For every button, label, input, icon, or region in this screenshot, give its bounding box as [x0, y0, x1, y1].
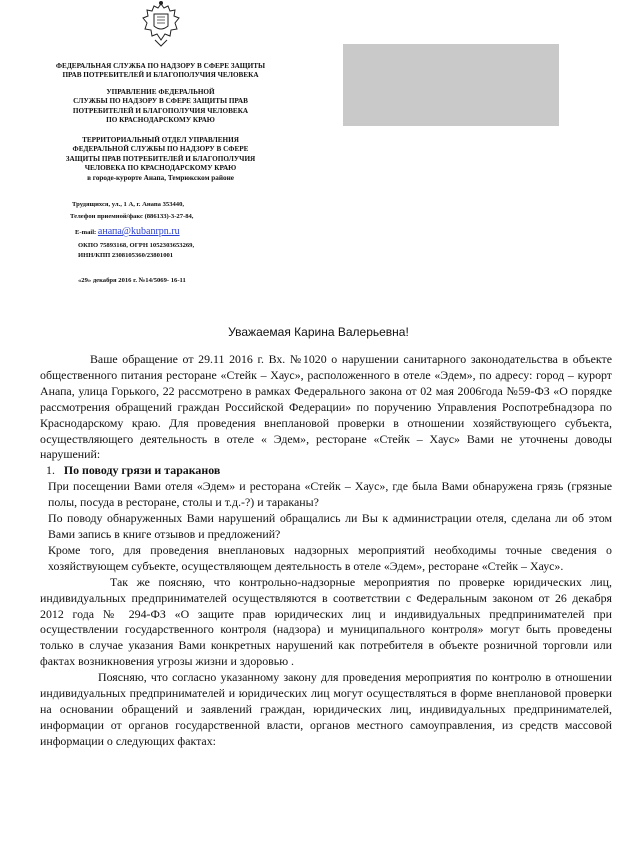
agency-line: СЛУЖБЫ ПО НАДЗОРУ В СФЕРЕ ЗАЩИТЫ ПРАВ — [73, 97, 248, 106]
email-link[interactable]: анапа@kubanrpn.ru — [97, 226, 180, 237]
agency-line: в городе-курорте Анапа, Темрюкском районе — [87, 173, 234, 182]
agency-block-federal — [18, 62, 303, 81]
phone-fax: Телефон приемной/факс (886133)-3-27-84, — [70, 213, 194, 220]
date-and-number: «29» декабря 2016 г. №14/5069- 16-11 — [78, 277, 186, 284]
agency-line: ТЕРРИТОРИАЛЬНЫЙ ОТДЕЛ УПРАВЛЕНИЯ — [82, 136, 239, 144]
okpo-ogrn: ОКПО 75893168, ОГРН 1052303653269, — [78, 242, 195, 249]
list-item-number: 1. — [46, 463, 55, 478]
agency-line: ПО КРАСНОДАРСКОМУ КРАЮ — [106, 116, 215, 125]
agency-line: ФЕДЕРАЛЬНОЙ СЛУЖБЫ ПО НАДЗОРУ В СФЕРЕ — [72, 145, 249, 154]
greeting: Уважаемая Карина Валерьевна! — [228, 325, 409, 339]
coat-of-arms-emblem — [140, 0, 182, 50]
agency-line: ЗАЩИТЫ ПРАВ ПОТРЕБИТЕЛЕЙ И БЛАГОПОЛУЧИЯ — [65, 154, 256, 163]
paragraph-appeal: Ваше обращение от 29.11 2016 г. Вх. №1020 о нарушении санитарного законодательства в объекте общественного питания ресторане «Стейк – Хаус», расположенного в отеле «Эдем», по адресу: город – курорт Анапа, улица Горького, 22 рассмотрено в рамках Федерального закона от 02 мая 2006года №59-ФЗ «О порядке рассмотрения обращений граждан Российской Федерации» по поручению Управления Роспотребнадзора по Краснодарскому краю. Для проведения внеплановой проверки в отношении хозяйствующего субъекта, осуществляющего деятельность в отеле « Эдем», ресторане «Стейк – Хаус» Вами не уточнены доводы нарушений: — [40, 352, 612, 462]
paragraph-subject-info: Кроме того, для проведения внеплановых надзорных мероприятий необходимы точные сведения о хозяйствующем субъекте, осуществляющем деятельность в отеле «Эдем», ресторане «Стейк – Хаус». — [48, 542, 612, 573]
agency-line: ФЕДЕРАЛЬНАЯ СЛУЖБА ПО НАДЗОРУ В СФЕРЕ ЗАЩИТЫ — [55, 62, 266, 70]
street-address: Трудящихся, ул., 1 А, г. Анапа 353440, — [72, 201, 185, 208]
paragraph-question-dirt: При посещении Вами отеля «Эдем» и ресторана «Стейк – Хаус», где была Вами обнаружена грязь (грязные полы, посуда в ресторане, столы и т.д.-?) и тараканы? — [48, 479, 612, 510]
email-line — [75, 227, 285, 237]
paragraph-inspection-grounds: Поясняю, что согласно указанному закону для проведения мероприятия по контролю в отношении индивидуальных предпринимателей и юридических лиц могут осуществляться в форме внеплановой проверки на основании обращений и заявлений граждан, юридических лиц, индивидуальных предпринимателей, информации от органов государственной власти, органов местного самоуправления, из средств массовой информации о следующих фактах: — [40, 670, 612, 748]
letter-body — [40, 352, 612, 750]
agency-block-territorial — [18, 136, 303, 183]
agency-line: ПОТРЕБИТЕЛЕЙ И БЛАГОПОЛУЧИЯ ЧЕЛОВЕКА — [72, 106, 249, 115]
paragraph-law-294: Так же поясняю, что контрольно-надзорные мероприятия по проверке юридических лиц, индивидуальных предпринимателей осуществляются в соответствии с Федеральным законом от 26 декабря 2012 года № 294-ФЗ «О защите прав юридических лиц и индивидуальных предпринимателей при осуществлении государственного контроля (надзора) и муниципального контроля» могут быть проведены только в случае указания Вами конкретных нарушений как потребителя в объекте розничной торговли или фактах возникновения угрозы жизни и здоровью . — [40, 574, 612, 669]
agency-line: ПРАВ ПОТРЕБИТЕЛЕЙ И БЛАГОПОЛУЧИЯ ЧЕЛОВЕКА — [62, 71, 259, 80]
agency-block-regional — [18, 88, 303, 126]
agency-line: ЧЕЛОВЕКА ПО КРАСНОДАРСКОМУ КРАЮ — [84, 164, 237, 173]
list-item-heading — [40, 463, 612, 479]
inn-kpp: ИНН/КПП 2308105360/23801001 — [78, 252, 174, 259]
paragraph-question-admin: По поводу обнаруженных Вами нарушений обращались ли Вы к администрации отеля, сделана ли об этом Вами запись в книге отзывов и предложений? — [48, 511, 612, 541]
email-label: E-mail: — [75, 229, 97, 236]
redacted-recipient-box — [343, 44, 559, 126]
agency-line: УПРАВЛЕНИЕ ФЕДЕРАЛЬНОЙ — [106, 88, 215, 96]
list-item-title: По поводу грязи и тараканов — [63, 463, 221, 478]
